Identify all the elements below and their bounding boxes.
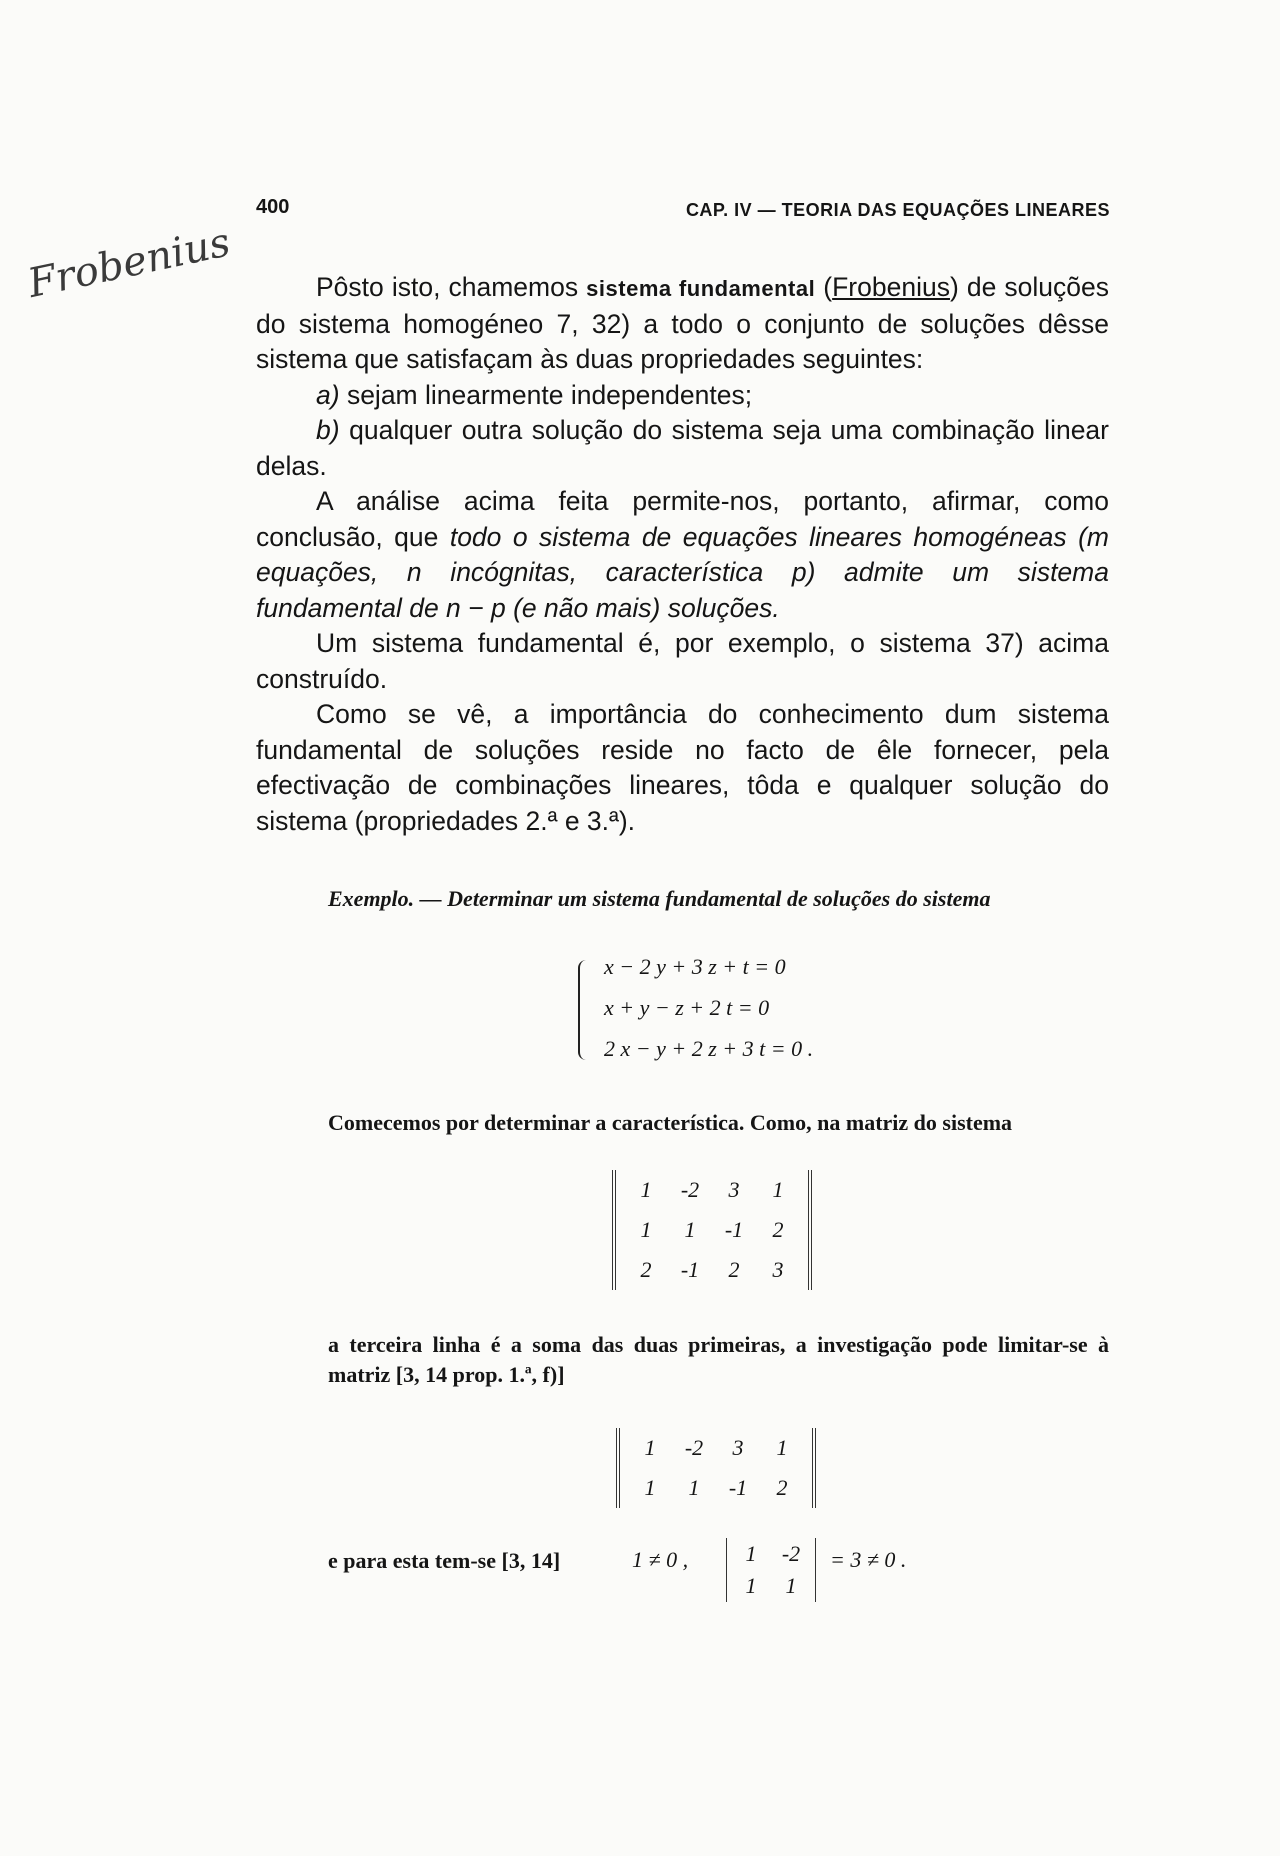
running-head: CAP. IV — TEORIA DAS EQUAÇÕES LINEARES (685, 200, 1110, 220)
body-text (256, 270, 1109, 839)
final-line-text: e para esta tem-se [3, 14] (328, 1548, 561, 1573)
equation-2: x + y − z + 2 t = 0 (604, 995, 770, 1020)
system-brace (578, 960, 592, 1060)
matrix-3x4: 1 -2 3 1 1 1 -1 2 2 -1 2 3 (612, 1170, 812, 1290)
paragraph-comecemos: Comecemos por determinar a característica. Como, na matriz do sistema (328, 1110, 1013, 1135)
list-item-b: b) qualquer outra solução do sistema seja uma combinação linear delas. (256, 415, 1109, 481)
matrix-2x4: 1 -2 3 1 1 1 -1 2 (616, 1428, 816, 1508)
example-title: Exemplo. — Determinar um sistema fundamental de soluções do sistema (328, 886, 991, 911)
paragraph-conclusion: A análise acima feita permite-nos, portanto, afirmar, como conclusão, que todo o sistema de equações lineares homogéneas (m equações, n incógnitas, característica p) admite um sistema fundamental de n − p (e não mais) soluções. (256, 486, 1109, 623)
paragraph-example-ref: Um sistema fundamental é, por exemplo, o sistema 37) acima construído. (256, 628, 1109, 694)
paragraph-terceira-linha: a terceira linha é a soma das duas primeiras, a investigação pode limitar-se à matriz [3, 14 prop. 1.ª, f)] (328, 1332, 1109, 1387)
page-number: 400 (256, 196, 290, 218)
equation-1: x − 2 y + 3 z + t = 0 (604, 954, 786, 979)
list-item-a: a) sejam linearmente independentes; (316, 379, 753, 410)
final-math-2: = 3 ≠ 0 . (830, 1547, 907, 1572)
term-sistema-fundamental: sistema fundamental (586, 276, 816, 301)
paragraph-definition: Pôsto isto, chamemos sistema fundamental (Frobenius) de soluções do sistema homogéneo 7, 32) a todo o conjunto de soluções dêsse sistema que satisfaçam às duas propriedades seguintes: (256, 272, 1109, 374)
final-math-1: 1 ≠ 0 , (632, 1547, 689, 1572)
equation-3: 2 x − y + 2 z + 3 t = 0 . (604, 1036, 814, 1061)
paragraph-importance: Como se vê, a importância do conhecimento dum sistema fundamental de soluções reside no facto de êle fornecer, pela efectivação de combinações lineares, tôda e qualquer solução do sistema (propriedades 2.ª e 3.ª). (256, 699, 1109, 836)
handwritten-margin-note: Frobenius (24, 219, 235, 307)
determinant-2x2: 1 -2 1 1 (726, 1538, 816, 1602)
underlined-name: Frobenius (832, 272, 950, 302)
